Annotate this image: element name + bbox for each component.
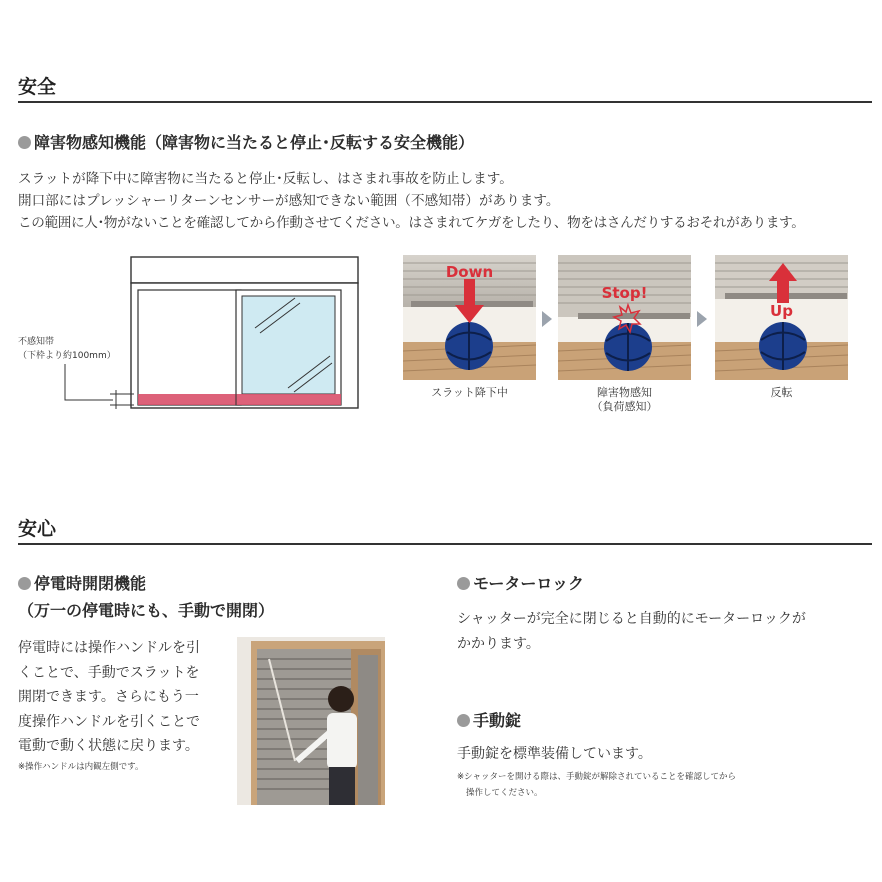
power-failure-description [18, 636, 200, 759]
bullet-icon [18, 577, 31, 590]
description-line: 開口部にはプレッシャーリターンセンサーが感知できない範囲（不感知帯）があります。 [18, 193, 560, 209]
power-failure-subheading: （万一の停電時にも、手動で開閉） [18, 601, 275, 620]
step-caption-descending: スラット降下中 [431, 386, 508, 399]
description-line: 電動で動く状態に戻ります。 [18, 738, 199, 754]
motor-lock-description [457, 607, 806, 656]
description-line: くことで、手動でスラットを [18, 664, 200, 681]
chevron-right-icon [695, 310, 709, 328]
non-sensing-zone-label: 不感知帯 [18, 337, 55, 347]
safety-section-divider [18, 101, 872, 103]
bullet-icon [18, 136, 31, 149]
motor-lock-heading [457, 571, 584, 594]
security-section-divider [18, 543, 872, 545]
description-line: この範囲に人･物がないことを確認してから作動させてください。はさまれてケガをしたり、物をはさんだりするおそれがあります。 [18, 215, 805, 231]
manual-operation-photo [237, 637, 385, 805]
description-line: 開閉できます。さらにもう一 [18, 689, 199, 705]
non-sensing-zone [138, 394, 341, 405]
handle-location-note: ※操作ハンドルは内観左側です。 [18, 762, 144, 772]
bullet-icon [457, 714, 470, 727]
step-overlay-stop: Stop! [601, 284, 648, 302]
obstacle-detection-description [18, 168, 804, 234]
non-sensing-zone-range-label: （下枠より約100mm） [18, 351, 116, 361]
down-arrow-icon [464, 279, 475, 307]
step-overlay-up: Up [770, 302, 793, 320]
step-caption-load-detect: （負荷感知） [591, 400, 658, 413]
step-overlay-down: Down [445, 263, 494, 281]
obstacle-detection-heading-text: 障害物感知機能（障害物に当たると停止･反転する安全機能） [34, 133, 475, 152]
manual-lock-note: ※シャッターを開ける際は、手動錠が解除されていることを確認してから [457, 772, 736, 782]
description-line: シャッターが完全に閉じると自動的にモーターロックが [457, 611, 806, 627]
window-diagram [18, 254, 363, 424]
description-line: 度操作ハンドルを引くことで [18, 713, 200, 730]
step-photo-up [715, 255, 848, 380]
description-line: かかります。 [457, 635, 540, 652]
security-section-title: 安心 [18, 518, 57, 540]
manual-lock-heading-text: 手動錠 [473, 711, 522, 730]
motor-lock-heading-text: モーターロック [473, 574, 585, 593]
chevron-right-icon [540, 310, 554, 328]
description-line: 停電時には操作ハンドルを引 [18, 640, 200, 656]
power-failure-heading [18, 571, 146, 594]
step-photo-descending [403, 255, 536, 380]
step-caption-detect: 障害物感知 [597, 386, 652, 399]
step-photo-stop [558, 255, 691, 380]
power-failure-heading-text: 停電時開閉機能 [34, 574, 147, 593]
manual-lock-note-continued: 操作してください。 [466, 788, 543, 798]
manual-lock-heading [457, 708, 521, 731]
obstacle-detection-heading [18, 130, 474, 153]
step-caption-reverse: 反転 [770, 386, 793, 399]
manual-lock-description: 手動錠を標準装備しています。 [457, 746, 652, 762]
window-frame-illustration [18, 254, 363, 424]
bullet-icon [457, 577, 470, 590]
safety-section-title: 安全 [18, 76, 57, 98]
description-line: スラットが降下中に障害物に当たると停止･反転し、はさまれ事故を防止します。 [18, 171, 513, 187]
